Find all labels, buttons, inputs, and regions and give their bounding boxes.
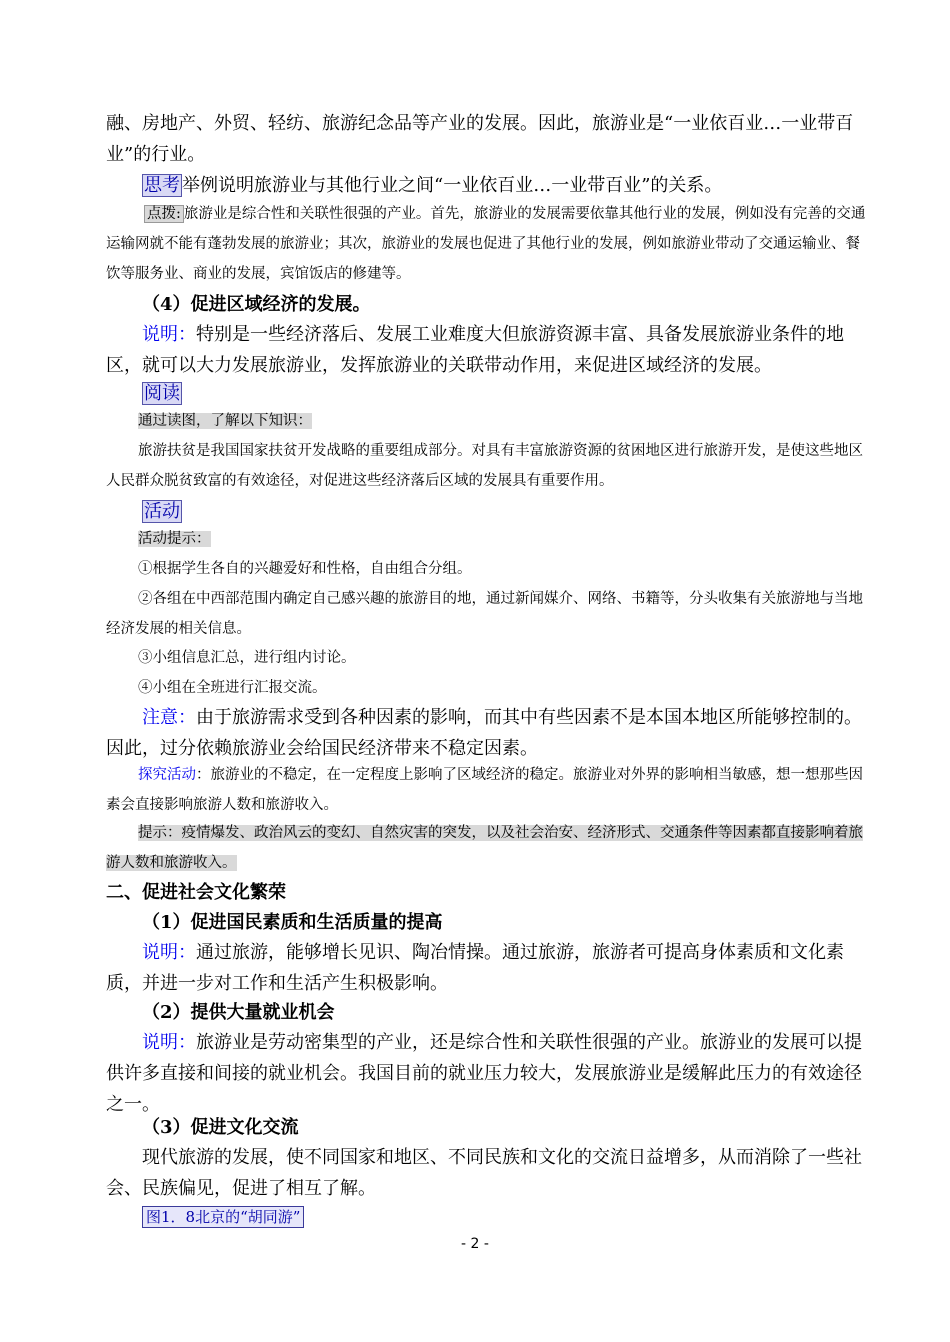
explore-paragraph (106, 760, 868, 820)
think-text: 举例说明旅游业与其他行业之间“一业依百业…一业带百业”的关系。 (182, 175, 723, 196)
note-paragraph (106, 702, 868, 764)
explain-3-text: 旅游业是劳动密集型的产业，还是综合性和关联性很强的产业。旅游业的发展可以提供许多直接和间接的就业机会。我国目前的就业压力较大，发展旅游业是缓解此压力的有效途径之一。 (106, 1032, 862, 1115)
note-text: 由于旅游需求受到各种因素的影响，而其中有些因素不是本国本地区所能够控制的。因此，过分依赖旅游业会给国民经济带来不稳定因素。 (106, 707, 862, 759)
heading-2-1: （1）促进国民素质和生活质量的提高 (142, 912, 443, 933)
explore-label: 探究活动 (138, 767, 196, 783)
activity-step-1: ①根据学生各自的兴趣爱好和性格，自由组合分组。 (138, 561, 472, 577)
tip-text: 提示：疫情爆发、政治风云的变幻、自然灾害的突发，以及社会治安、经济形式、交通条件等因素都直接影响着旅游人数和旅游收入。 (106, 825, 863, 871)
explain-paragraph-2 (106, 937, 868, 999)
page-number: - 2 - (461, 1236, 489, 1252)
hint-text: 旅游业是综合性和关联性很强的产业。首先，旅游业的发展需要依靠其他行业的发展，例如没有完善的交通运输网就不能有蓬勃发展的旅游业；其次，旅游业的发展也促进了其他行业的发展，例如旅游业带动了交通运输业、餐饮等服务业、商业的发展，宾馆饭店的修建等。 (106, 206, 866, 282)
explain-paragraph-1 (106, 319, 868, 381)
explain-2-label: 说明： (142, 942, 196, 963)
heading-2-3: （3）促进文化交流 (142, 1117, 299, 1138)
explore-text: ：旅游业的不稳定，在一定程度上影响了区域经济的稳定。旅游业对外界的影响相当敏感，想一想那些因素会直接影响旅游人数和旅游收入。 (106, 767, 863, 813)
read-paragraph: 旅游扶贫是我国国家扶贫开发战略的重要组成部分。对具有丰富旅游资源的贫困地区进行旅游开发，是使这些地区人民群众脱贫致富的有效途径，对促进这些经济落后区域的发展具有重要作用。 (106, 443, 863, 489)
note-label: 注意： (142, 707, 196, 728)
activity-intro: 活动提示： (138, 531, 211, 547)
read-label-line (106, 378, 868, 409)
explain-1-text: 特别是一些经济落后、发展工业难度大但旅游资源丰富、具备发展旅游业条件的地区，就可以大力发展旅游业，发挥旅游业的关联带动作用，来促进区域经济的发展。 (106, 324, 844, 376)
read-intro: 通过读图，了解以下知识： (138, 413, 312, 429)
section-2-heading: 二、促进社会文化繁荣 (106, 882, 286, 903)
intro-paragraph (106, 108, 868, 170)
think-label: 思考 (144, 175, 180, 196)
figure-caption: 图1．8北京的“胡同游” (142, 1206, 304, 1228)
heading-4-regional-economy: （4）促进区域经济的发展。 (142, 294, 371, 315)
activity-step-3: ③小组信息汇总，进行组内讨论。 (138, 650, 356, 666)
activity-step-4: ④小组在全班进行汇报交流。 (138, 680, 327, 696)
figure-caption-wrap (142, 1206, 304, 1228)
hint-label: 点拨: (144, 205, 184, 223)
intro-text: 融、房地产、外贸、轻纺、旅游纪念品等产业的发展。因此，旅游业是“一业依百业…一业带百业”的行业。 (106, 113, 854, 165)
tip-paragraph (106, 818, 868, 878)
heading-2-2: （2）提供大量就业机会 (142, 1002, 335, 1023)
explain-2-text: 通过旅游，能够增长见识、陶冶情操。通过旅游，旅游者可提高身体素质和文化素质，并进一步对工作和生活产生积极影响。 (106, 942, 844, 994)
read-intro-line (106, 406, 868, 436)
read-label: 阅读 (144, 383, 180, 404)
activity-intro-line (106, 524, 868, 554)
culture-paragraph: 现代旅游的发展，使不同国家和地区、不同民族和文化的交流日益增多，从而消除了一些社会、民族偏见，促进了相互了解。 (106, 1147, 862, 1199)
explain-paragraph-3 (106, 1027, 868, 1120)
explain-1-label: 说明： (142, 324, 196, 345)
activity-label-line (106, 496, 868, 527)
explain-3-label: 说明： (142, 1032, 196, 1053)
hint-paragraph (106, 199, 868, 289)
think-paragraph (106, 170, 868, 201)
activity-label: 活动 (144, 501, 180, 522)
activity-step-2: ②各组在中西部范围内确定自己感兴趣的旅游目的地，通过新闻媒介、网络、书籍等，分头收集有关旅游地与当地经济发展的相关信息。 (106, 591, 863, 637)
